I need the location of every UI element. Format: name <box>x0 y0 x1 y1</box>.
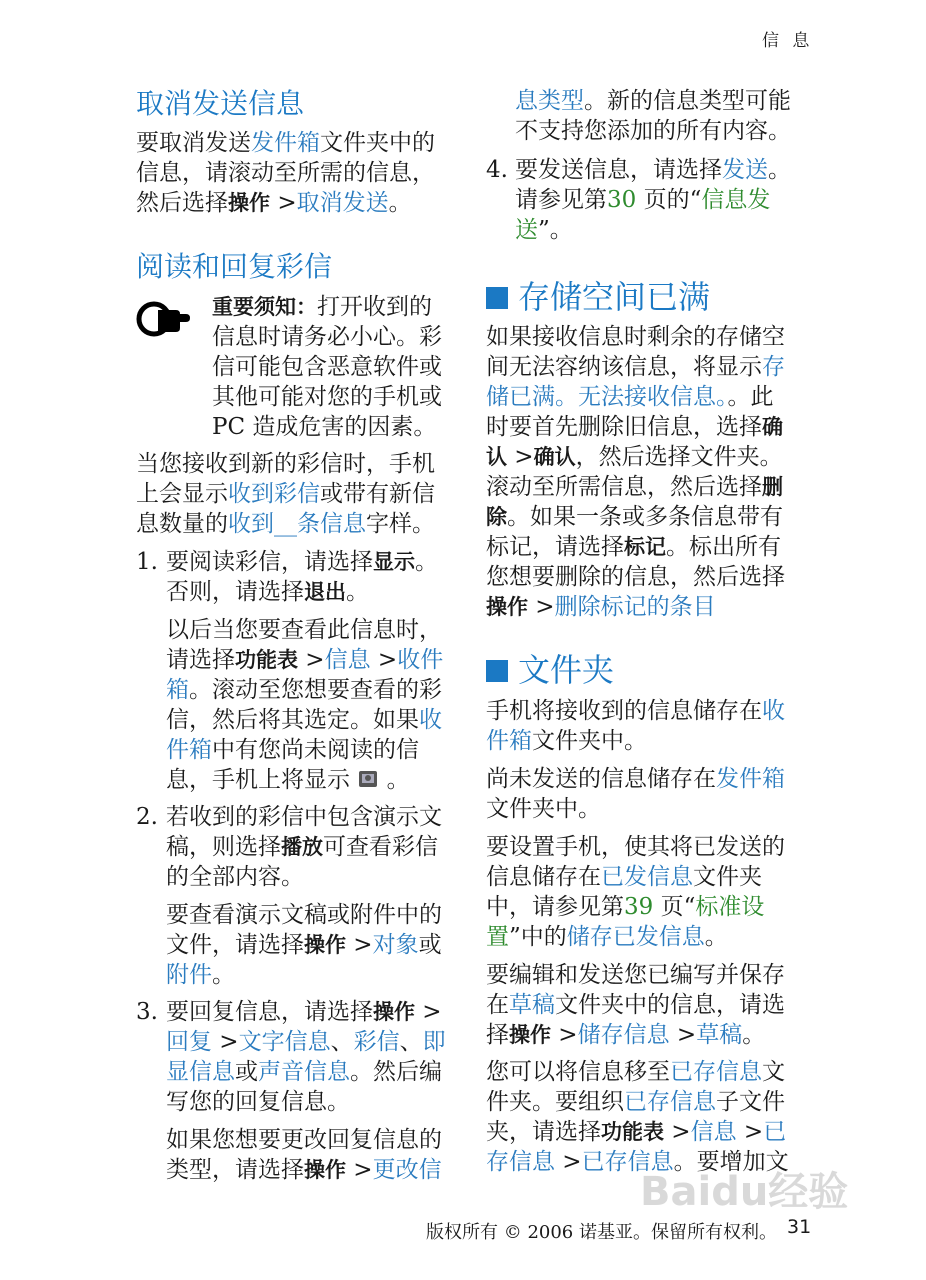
list-item-2: 若收到的彩信中包含演示文 稿，则选择播放可查看彩信 的全部内容。 <box>166 804 442 890</box>
new-mms-paragraph: 当您接收到新的彩信时，手机 上会显示收到彩信或带有新信 息数量的收到__条信息字样。 <box>136 451 435 537</box>
page-number: 31 <box>787 1216 812 1238</box>
list-item-3: 要回复信息，请选择操作 > 回复 >文字信息、彩信、即 显信息或声音信息。然后编 写您的回复信息。 <box>166 999 446 1115</box>
copyright-footer: 版权所有 © 2006 诺基亚。保留所有权利。 <box>426 1222 777 1243</box>
heading-folders: 文件夹 <box>486 651 614 689</box>
list-item-4: 要发送信息，请选择发送。 请参见第30 页的“信息发 送”。 <box>515 157 791 243</box>
list-item-1: 要阅读彩信，请选择显示。 否则，请选择退出。 <box>166 549 438 605</box>
list-number: 3. <box>136 999 158 1025</box>
list-item-3-para2: 如果您想要更改回复信息的 类型，请选择操作 >更改信 <box>166 1127 442 1183</box>
list-number: 1. <box>136 549 158 575</box>
heading-read-reply-mms: 阅读和回复彩信 <box>136 250 333 283</box>
heading-cancel-send: 取消发送信息 <box>136 87 305 120</box>
list-item-2-para2: 要查看演示文稿或附件中的 文件，请选择操作 >对象或 附件。 <box>166 902 442 988</box>
link-cancel-send: 取消发送 <box>296 190 389 216</box>
running-header: 信 息 <box>762 31 814 51</box>
list-number: 2. <box>136 804 158 830</box>
heading-memory-full: 存储空间已满 <box>486 278 710 316</box>
cancel-send-paragraph: 要取消发送发件箱文件夹中的 信息，请滚动至所需的信息， 然后选择操作 >取消发送。 <box>136 130 435 216</box>
notice-hand-icon <box>136 296 192 346</box>
folders-para-3: 要设置手机，使其将已发送的 信息储存在已发信息文件夹 中，请参见第39 页“标准设 置”中的储存已发信息。 <box>486 834 785 950</box>
mms-unread-icon <box>357 768 379 798</box>
link-outbox: 发件箱 <box>251 130 320 156</box>
folders-para-2: 尚未发送的信息储存在发件箱 文件夹中。 <box>486 766 785 822</box>
folders-para-4: 要编辑和发送您已编写并保存 在草稿文件夹中的信息，请选 择操作 >储存信息 >草稿。 <box>486 962 785 1048</box>
baidu-watermark: Baidu经验 <box>640 1169 849 1215</box>
folders-para-1: 手机将接收到的信息储存在收 件箱文件夹中。 <box>486 698 785 754</box>
list-item-1-para2: 以后当您要查看此信息时， 请选择功能表 >信息 >收件 箱。滚动至您想要查看的彩 信，然后将其选定。如果收 件箱中有您尚未阅读的信 息，手机上将显示 。 <box>166 615 466 798</box>
important-notice: 重要须知：打开收到的 信息时请务必小心。彩 信可能包含恶意软件或 其他可能对您的手机或 PC 造成危害的因素。 <box>212 294 442 440</box>
list-item-3-continued: 息类型。新的信息类型可能 不支持您添加的所有内容。 <box>515 88 791 144</box>
folders-para-5: 您可以将信息移至已存信息文 件夹。要组织已存信息子文件 夹，请选择功能表 >信息 >已 存信息 >已存信息。要增加文 <box>486 1059 789 1175</box>
list-number: 4. <box>486 157 508 183</box>
memory-full-paragraph: 如果接收信息时剩余的存储空 间无法容纳该信息，将显示存 储已满。无法接收信息。。此 时要首先删除旧信息，选择确 认 >确认，然后选择文件夹。 滚动至所需信息，然后选择删 除。如果一条或多条信息带有 标记，请选择标记。标出所有 您想要删除的信息，然后选择 操作 >删除标记的条目 <box>486 324 785 620</box>
